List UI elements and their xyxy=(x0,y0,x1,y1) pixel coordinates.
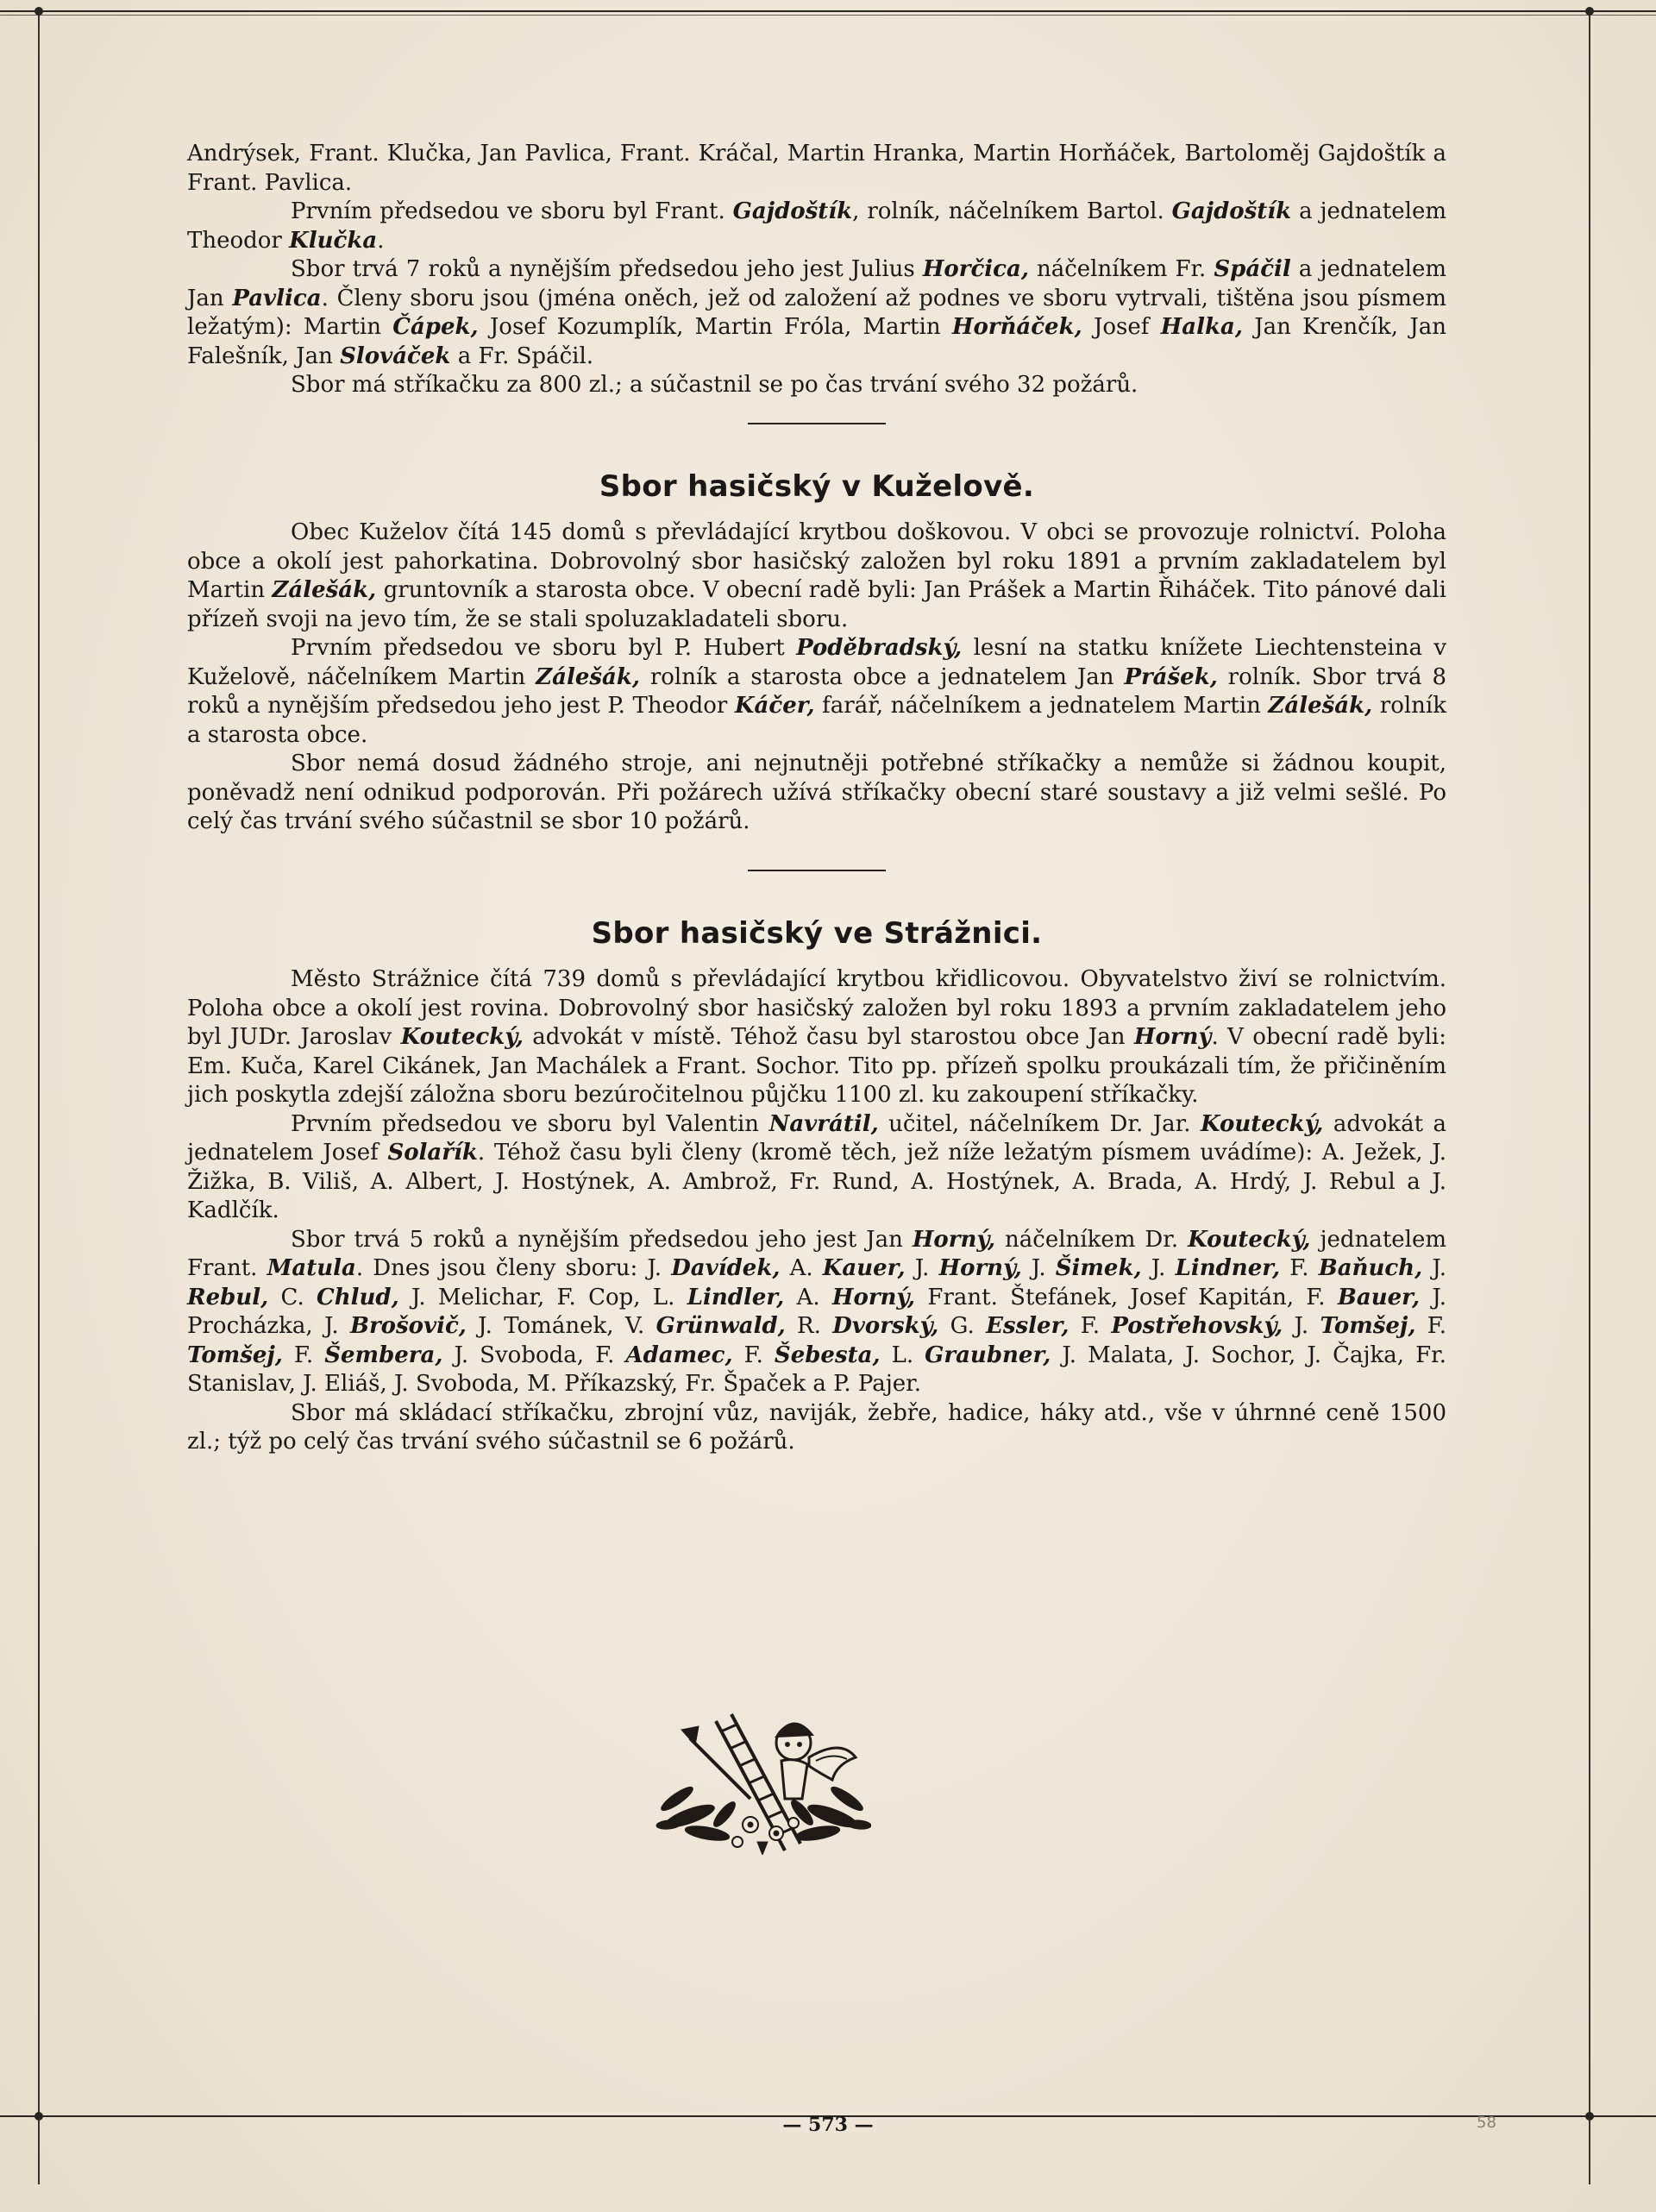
italic-name: Halka, xyxy=(1160,314,1243,340)
text-run: náčelníkem Dr. xyxy=(995,1226,1189,1253)
frame-top-line xyxy=(0,10,1656,12)
italic-name: Matula xyxy=(267,1255,356,1281)
text-run: . Členy sboru jsou (jména oněch, jež od založení až podnes ve sboru vytrvali, tištěna jsou písmem ležatým): Martin xyxy=(187,285,1446,340)
italic-name: Čápek, xyxy=(392,314,479,340)
text-run: J. Tománek, V. xyxy=(466,1313,656,1339)
text-run: J. Melichar, F. Cop, L. xyxy=(398,1284,687,1310)
text-run: J. xyxy=(1141,1255,1176,1281)
text-run: . xyxy=(377,227,385,254)
text-run: G. xyxy=(938,1313,987,1339)
italic-name: Brošovič, xyxy=(349,1313,467,1339)
italic-name: Grünwald, xyxy=(656,1313,786,1339)
frame-top-line-thin xyxy=(0,15,1656,16)
article-body xyxy=(187,140,1446,1457)
paragraph xyxy=(187,371,1446,400)
paragraph xyxy=(187,198,1446,255)
firefighter-cherub-ornament-icon xyxy=(656,1704,871,1855)
italic-name: Zálešák, xyxy=(536,663,640,690)
text-run: J. Procházka, J. xyxy=(187,1284,1446,1339)
corner-pencil-mark: 58 xyxy=(1477,2114,1496,2132)
italic-name: Postřehovský, xyxy=(1111,1313,1283,1339)
text-run: C. xyxy=(268,1284,317,1310)
text-run: rolník a starosta obce. xyxy=(187,693,1446,748)
text-run: J. xyxy=(1283,1313,1320,1339)
paragraph xyxy=(187,965,1446,1110)
corner-dot-top-right xyxy=(1585,7,1594,16)
paragraph xyxy=(187,1399,1446,1457)
text-run: . V obecní radě byli: Em. Kuča, Karel Cikánek, Jan Machálek a Frant. Sochor. Tito pp. přízeň spolku proukázali tím, že přičiněním jich poskytla zdejší záložna sboru bezúročitelnou půjčku 1100 zl. ku zakoupení stříkačky. xyxy=(187,1024,1446,1108)
italic-name: Chlud, xyxy=(317,1284,399,1310)
text-run: a jednatelem Theodor xyxy=(187,198,1447,254)
text-run: Andrýsek, Frant. Klučka, Jan Pavlica, Frant. Kráčal, Martin Hranka, Martin Horňáček, Bartoloměj Gajdoštík a Frant. Pavlica. xyxy=(187,141,1446,196)
italic-name: Zálešák, xyxy=(1268,693,1373,719)
italic-name: Pavlica xyxy=(232,285,322,311)
text-run: J. xyxy=(1422,1255,1446,1281)
paragraph xyxy=(187,140,1446,198)
section-divider xyxy=(748,423,886,424)
text-run: učitel, náčelníkem Dr. Jar. xyxy=(878,1110,1201,1137)
text-run: R. xyxy=(785,1313,833,1339)
italic-name: Šembera, xyxy=(324,1342,443,1368)
italic-name: Tomšej, xyxy=(187,1342,283,1368)
paragraph xyxy=(187,1110,1446,1226)
italic-name: Koutecký, xyxy=(1200,1110,1324,1137)
text-run: Josef xyxy=(1082,314,1161,340)
text-run: rolník. Sbor trvá 8 roků a nynějším předsedou jeho jest P. Theodor xyxy=(187,663,1446,719)
paragraph xyxy=(187,518,1446,634)
text-run: advokát v místě. Téhož času byl starostou obce Jan xyxy=(523,1024,1134,1050)
text-run: Sbor má stříkačku za 800 zl.; a súčastnil se po čas trvání svého 32 požárů. xyxy=(291,372,1138,398)
text-run: . Dnes jsou členy sboru: J. xyxy=(355,1255,672,1281)
text-run: A. xyxy=(784,1284,832,1310)
text-run: Sbor nemá dosud žádného stroje, ani nejnutněji potřebné stříkačky a nemůže si žádnou koupit, poněvadž není odnikud podporován. Při požárech užívá stříkačky obecní staré soustavy a již velmi sešlé. Po celý čas trvání svého súčastnil se sbor 10 požárů. xyxy=(187,751,1446,834)
page-number xyxy=(0,2114,1656,2136)
italic-name: Horňáček, xyxy=(951,314,1082,340)
page-number-text: — 573 — xyxy=(782,2114,874,2136)
paragraph xyxy=(187,1226,1446,1399)
paragraph xyxy=(187,255,1446,371)
italic-name: Klučka xyxy=(289,227,378,254)
text-run: F. xyxy=(1280,1255,1319,1281)
frame-right-line xyxy=(1589,10,1590,2184)
italic-name: Káčer, xyxy=(734,693,815,719)
frame-left-line xyxy=(38,10,40,2184)
text-run: Prvním předsedou ve sboru byl Valentin xyxy=(291,1110,769,1137)
italic-name: Gajdoštík xyxy=(1171,198,1292,224)
italic-name: Lindner, xyxy=(1175,1255,1281,1281)
text-run: Sbor má skládací stříkačku, zbrojní vůz, naviják, žebře, hadice, háky atd., vše v úhrnné ceně 1500 zl.; týž po celý čas trvání svého súčastnil se 6 požárů. xyxy=(187,1399,1446,1455)
text-run: Prvním předsedou ve sboru byl P. Hubert xyxy=(291,635,797,661)
text-run: J. xyxy=(1021,1255,1056,1281)
italic-name: Adamec, xyxy=(625,1342,733,1368)
text-run: J. Malata, J. Sochor, J. Čajka, Fr. Stanislav, J. Eliáš, J. Svoboda, M. Příkazský, Fr. Špaček a P. Pajer. xyxy=(187,1342,1446,1397)
text-run: F. xyxy=(1069,1313,1112,1339)
italic-name: Zálešák, xyxy=(272,577,377,603)
italic-name: Dvorský, xyxy=(832,1313,939,1339)
text-run: Jan Krenčík, Jan Falešník, Jan xyxy=(187,314,1447,369)
section-heading-kuzelov: Sbor hasičský v Kuželově. xyxy=(599,468,1035,504)
text-run: advokát a jednatelem Josef xyxy=(187,1110,1447,1166)
italic-name: Rebul, xyxy=(187,1284,269,1310)
italic-name: Prášek, xyxy=(1124,663,1218,690)
text-run: F. xyxy=(732,1342,775,1368)
text-run: náčelníkem Fr. xyxy=(1028,256,1214,282)
text-run: jednatelem Frant. xyxy=(187,1226,1447,1281)
text-run: F. xyxy=(282,1342,325,1368)
text-run: Sbor trvá 5 roků a nynějším předsedou jeho jest Jan xyxy=(291,1226,913,1253)
italic-name: Horný, xyxy=(938,1255,1022,1281)
italic-name: Šebesta, xyxy=(774,1342,881,1368)
text-run: Frant. Štefánek, Josef Kapitán, F. xyxy=(915,1284,1338,1310)
paragraph xyxy=(187,750,1446,837)
italic-name: Koutecký, xyxy=(400,1024,524,1050)
section-divider xyxy=(748,870,886,871)
text-run: Obec Kuželov čítá 145 domů s převládající krytbou doškovou. V obci se provozuje rolnictví. Poloha obce a okolí jest pahorkatina. Dobrovolný sbor hasičský založen byl roku 1891 a prvním zakladatelem byl Martin xyxy=(187,519,1446,603)
italic-name: Slováček xyxy=(340,342,451,369)
text-run: gruntovník a starosta obce. V obecní radě byli: Jan Prášek a Martin Řiháček. Tito pánové dali přízeň svoji na jevo tím, že se stali spoluzakladateli sboru. xyxy=(187,577,1446,632)
italic-name: Horčica, xyxy=(922,256,1029,282)
italic-name: Gajdoštík xyxy=(732,198,853,224)
italic-name: Spáčil xyxy=(1214,256,1291,282)
italic-name: Essler, xyxy=(986,1313,1070,1339)
text-run: a Fr. Spáčil. xyxy=(450,342,594,369)
text-run: F. xyxy=(1415,1313,1446,1339)
text-run: rolník a starosta obce a jednatelem Jan xyxy=(639,663,1125,690)
text-run: Sbor trvá 7 roků a nynějším předsedou jeho jest Julius xyxy=(291,256,923,282)
italic-name: Šimek, xyxy=(1055,1255,1142,1281)
text-run: , rolník, náčelníkem Bartol. xyxy=(852,198,1172,224)
italic-name: Graubner, xyxy=(925,1342,1051,1368)
italic-name: Baňuch, xyxy=(1318,1255,1423,1281)
italic-name: Kauer, xyxy=(822,1255,906,1281)
text-run: a jednatelem Jan xyxy=(187,256,1446,311)
text-run: farář, náčelníkem a jednatelem Martin xyxy=(814,693,1269,719)
italic-name: Lindler, xyxy=(687,1284,785,1310)
italic-name: Horný, xyxy=(831,1284,916,1310)
italic-name: Horný, xyxy=(912,1226,996,1253)
corner-dot-top-left xyxy=(34,7,43,16)
text-run: lesní na statku knížete Liechtensteina v Kuželově, náčelníkem Martin xyxy=(187,635,1447,690)
italic-name: Navrátil, xyxy=(768,1110,879,1137)
text-run: L. xyxy=(880,1342,925,1368)
italic-name: Solařík xyxy=(387,1140,478,1166)
text-run: . Téhož času byli členy (kromě těch, jež níže ležatým písmem uvádíme): A. Ježek, J. Žižka, B. Viliš, A. Albert, J. Hostýnek, A. Ambrož, Fr. Rund, A. Hostýnek, A. Brada, A. Hrdý, J. Rebul a J. Kadlčík. xyxy=(187,1140,1446,1223)
text-run: A. xyxy=(780,1255,823,1281)
italic-name: Tomšej, xyxy=(1320,1313,1416,1339)
text-run: Josef Kozumplík, Martin Fróla, Martin xyxy=(478,314,952,340)
text-run: J. xyxy=(905,1255,939,1281)
italic-name: Koutecký, xyxy=(1188,1226,1311,1253)
text-run: J. Svoboda, F. xyxy=(442,1342,626,1368)
italic-name: Horný xyxy=(1133,1024,1212,1050)
italic-name: Bauer, xyxy=(1337,1284,1421,1310)
section-heading-straznice: Sbor hasičský ve Strážnici. xyxy=(591,915,1043,951)
text-run: Město Strážnice čítá 739 domů s převládající krytbou křidlicovou. Obyvatelstvo živí se rolnictvím. Poloha obce a okolí jest rovina. Dobrovolný sbor hasičský založen byl roku 1893 a prvním zakladatelem jeho byl JUDr. Jaroslav xyxy=(187,966,1446,1050)
paragraph xyxy=(187,634,1446,750)
italic-name: Poděbradský, xyxy=(796,635,963,661)
italic-name: Davídek, xyxy=(671,1255,781,1281)
text-run: Prvním předsedou ve sboru byl Frant. xyxy=(291,198,733,224)
